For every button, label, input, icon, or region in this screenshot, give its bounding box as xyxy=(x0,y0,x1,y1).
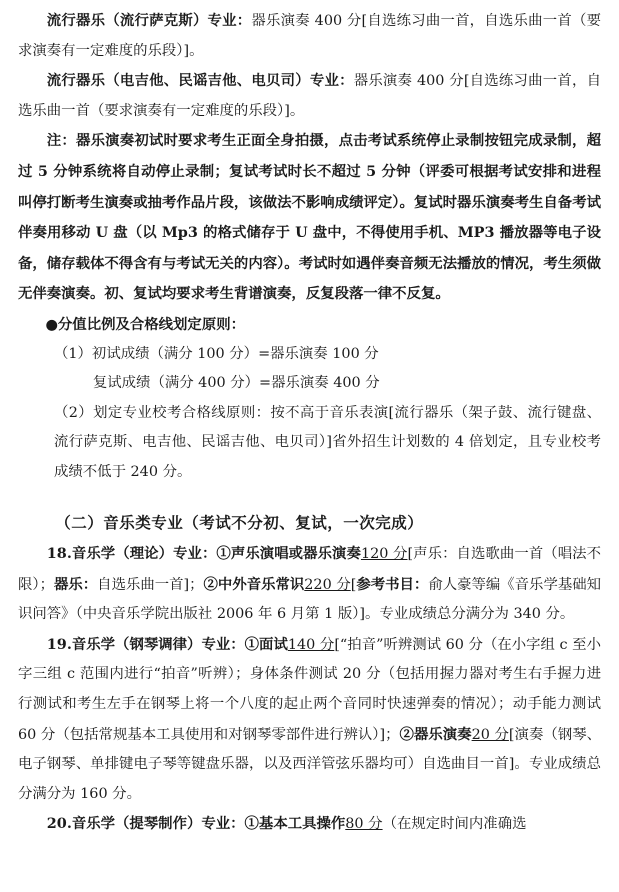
detail-text: 自选乐曲一首]； xyxy=(97,576,204,593)
score-line-2: 复试成绩（满分 400 分）=器乐演奏 400 分 xyxy=(92,375,380,392)
section-heading: （二）音乐类专业（考试不分初、复试，一次完成） xyxy=(55,512,424,532)
reference-label: 参考书目： xyxy=(356,575,429,593)
detail-text: [演奏（钢琴、电子钢琴、单排键电子琴等键盘乐器，以及西洋管弦乐器均可）自选曲目一首]。专业成绩总分满分为 160 分。 xyxy=(18,726,601,802)
paragraph-text: 器乐演奏 400 分[自选练习曲一首，自选乐曲一首（要求演奏有一定难度的乐段）]。 xyxy=(18,13,601,59)
score: 120 分 xyxy=(360,546,408,563)
score: 140 分 xyxy=(287,636,335,653)
note-paragraph xyxy=(18,126,601,310)
exam-part: ①基本工具操作 xyxy=(244,815,346,833)
score: 220 分 xyxy=(304,576,351,593)
principle-title: ●分值比例及合格线划定原则： xyxy=(45,315,245,333)
detail-text: [“拍音”听辨测试 60 分（在小字组 c 至小字三组 c 范围内进行“拍音”听辨）；身体条件测试 20 分（包括用握力器对考生右手握力进行测试和考生左手在钢琴上将一个八度的起止两个音同时快速弹奏的情况）；动手能力测试 60 分（包括常规基本工具使用和对钢琴零部件进行辨认）]； xyxy=(18,636,601,743)
detail-text: 俞人豪等编《音乐学基础知识问答》（中央音乐学院出版社 2006 年 6 月第 1 版）]。专业成绩总分满分为 340 分。 xyxy=(18,576,602,623)
major-title: 流行器乐（流行萨克斯）专业： xyxy=(46,12,252,29)
exam-part: ②中外音乐常识 xyxy=(203,575,305,593)
paragraph-guitar xyxy=(18,66,601,126)
paragraph-sax xyxy=(18,6,601,66)
item-18 xyxy=(18,539,601,630)
exam-part: ②器乐演奏 xyxy=(399,725,472,743)
item-title: 20.音乐学（提琴制作）专业： xyxy=(46,815,245,833)
note-text: 注：器乐演奏初试时要求考生正面全身拍摄，点击考试系统停止录制按钮完成录制，超过 5 分钟系统将自动停止录制；复试考试时长不超过 5 分钟（评委可根据考试安排和进程叫停打断考生演奏或抽考作品片段，该做法不影响成绩评定）。复试时器乐演奏考生自备考试伴奏用移动 U 盘（以 Mp3 的格式储存于 U 盘中，不得使用手机、MP3 播放器等电子设备，储存载体不得含有与考试无关的内容）。考试时如遇伴奏音频无法播放的情况，考生须做无伴奏演奏。初、复试均要求考生背谱演奏，反复段落一律不反复。 xyxy=(18,132,601,303)
score: 20 分 xyxy=(471,726,509,743)
exam-part: ①声乐演唱或器乐演奏 xyxy=(216,545,361,563)
score: 80 分 xyxy=(345,816,383,833)
detail-text: [声乐：自选歌曲一首（唱法不限）； xyxy=(18,546,601,593)
major-title: 流行器乐（电吉他、民谣吉他、电贝司）专业： xyxy=(46,72,354,90)
exam-part: ①面试 xyxy=(244,635,288,653)
item-title: 18.音乐学（理论）专业： xyxy=(46,545,217,563)
item-19 xyxy=(18,630,601,810)
score-line-3: （2）划定专业校考合格线原则：按不高于音乐表演[流行器乐（架子鼓、流行键盘、流行萨克斯、电吉他、民谣吉他、电贝司）]省外招生计划数的 4 倍划定，且专业校考成绩不低于 240 分。 xyxy=(54,404,601,480)
detail-text: [ xyxy=(350,576,357,593)
exam-part: 器乐： xyxy=(53,575,98,593)
item-20 xyxy=(18,809,601,840)
item-title: 19.音乐学（钢琴调律）专业： xyxy=(46,635,245,653)
paragraph-text: 器乐演奏 400 分[自选练习曲一首，自选乐曲一首（要求演奏有一定难度的乐段）]。 xyxy=(18,73,601,119)
score-line-1: （1）初试成绩（满分 100 分）=器乐演奏 100 分 xyxy=(54,345,379,362)
detail-text: （在规定时间内准确选 xyxy=(382,816,527,833)
